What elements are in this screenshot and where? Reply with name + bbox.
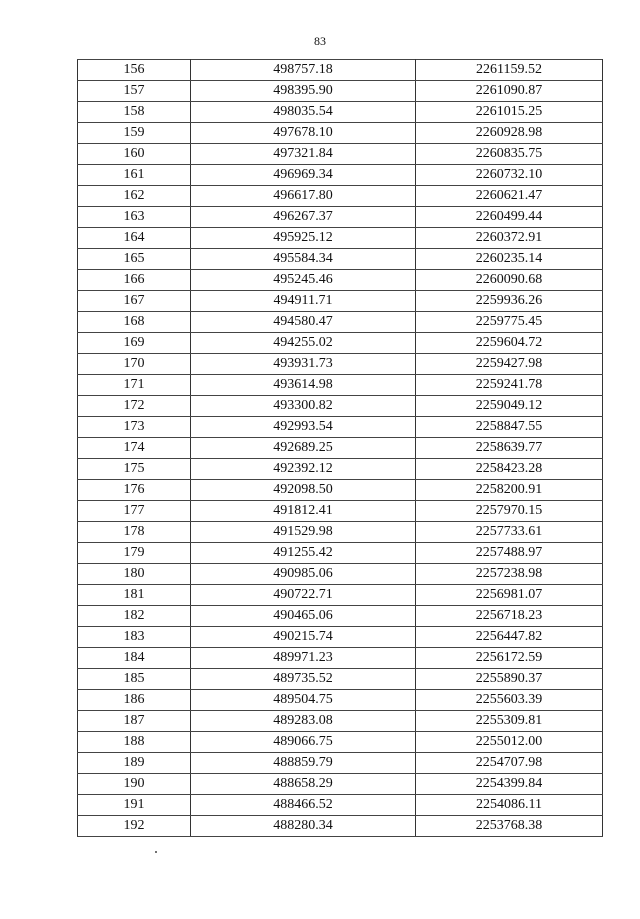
table-row xyxy=(78,711,603,732)
y-coordinate-cell: 2257970.15 xyxy=(416,501,603,522)
y-coordinate-cell: 2259049.12 xyxy=(416,396,603,417)
table-row xyxy=(78,816,603,837)
point-number-cell: 184 xyxy=(78,648,191,669)
y-coordinate-cell: 2256172.59 xyxy=(416,648,603,669)
x-coordinate-cell: 492392.12 xyxy=(191,459,416,480)
point-number-cell: 186 xyxy=(78,690,191,711)
x-coordinate-cell: 495245.46 xyxy=(191,270,416,291)
table-row xyxy=(78,333,603,354)
point-number-cell: 173 xyxy=(78,417,191,438)
y-coordinate-cell: 2258847.55 xyxy=(416,417,603,438)
x-coordinate-cell: 488466.52 xyxy=(191,795,416,816)
x-coordinate-cell: 497321.84 xyxy=(191,144,416,165)
x-coordinate-cell: 498395.90 xyxy=(191,81,416,102)
x-coordinate-cell: 495925.12 xyxy=(191,228,416,249)
table-row xyxy=(78,564,603,585)
table-row xyxy=(78,459,603,480)
point-number-cell: 188 xyxy=(78,732,191,753)
coordinate-table xyxy=(77,59,603,837)
point-number-cell: 157 xyxy=(78,81,191,102)
point-number-cell: 183 xyxy=(78,627,191,648)
table-row xyxy=(78,102,603,123)
table-row xyxy=(78,396,603,417)
y-coordinate-cell: 2259241.78 xyxy=(416,375,603,396)
x-coordinate-cell: 496267.37 xyxy=(191,207,416,228)
table-row xyxy=(78,543,603,564)
point-number-cell: 169 xyxy=(78,333,191,354)
point-number-cell: 175 xyxy=(78,459,191,480)
table-row xyxy=(78,228,603,249)
x-coordinate-cell: 491529.98 xyxy=(191,522,416,543)
y-coordinate-cell: 2260090.68 xyxy=(416,270,603,291)
x-coordinate-cell: 496617.80 xyxy=(191,186,416,207)
table-row xyxy=(78,522,603,543)
scan-speck xyxy=(155,851,157,853)
point-number-cell: 181 xyxy=(78,585,191,606)
table-row xyxy=(78,375,603,396)
x-coordinate-cell: 494255.02 xyxy=(191,333,416,354)
point-number-cell: 192 xyxy=(78,816,191,837)
point-number-cell: 191 xyxy=(78,795,191,816)
y-coordinate-cell: 2259775.45 xyxy=(416,312,603,333)
x-coordinate-cell: 489066.75 xyxy=(191,732,416,753)
point-number-cell: 177 xyxy=(78,501,191,522)
x-coordinate-cell: 491255.42 xyxy=(191,543,416,564)
x-coordinate-cell: 488658.29 xyxy=(191,774,416,795)
y-coordinate-cell: 2255012.00 xyxy=(416,732,603,753)
y-coordinate-cell: 2260732.10 xyxy=(416,165,603,186)
table-row xyxy=(78,186,603,207)
point-number-cell: 176 xyxy=(78,480,191,501)
page-number: 83 xyxy=(314,34,326,48)
table-row xyxy=(78,417,603,438)
table-row xyxy=(78,585,603,606)
point-number-cell: 168 xyxy=(78,312,191,333)
point-number-cell: 165 xyxy=(78,249,191,270)
x-coordinate-cell: 489504.75 xyxy=(191,690,416,711)
table-row xyxy=(78,144,603,165)
point-number-cell: 172 xyxy=(78,396,191,417)
table-row xyxy=(78,60,603,81)
point-number-cell: 170 xyxy=(78,354,191,375)
table-row xyxy=(78,249,603,270)
y-coordinate-cell: 2258200.91 xyxy=(416,480,603,501)
y-coordinate-cell: 2259427.98 xyxy=(416,354,603,375)
x-coordinate-cell: 490722.71 xyxy=(191,585,416,606)
y-coordinate-cell: 2260372.91 xyxy=(416,228,603,249)
x-coordinate-cell: 488280.34 xyxy=(191,816,416,837)
x-coordinate-cell: 497678.10 xyxy=(191,123,416,144)
point-number-cell: 180 xyxy=(78,564,191,585)
y-coordinate-cell: 2261159.52 xyxy=(416,60,603,81)
x-coordinate-cell: 490465.06 xyxy=(191,606,416,627)
y-coordinate-cell: 2256718.23 xyxy=(416,606,603,627)
y-coordinate-cell: 2257733.61 xyxy=(416,522,603,543)
x-coordinate-cell: 494911.71 xyxy=(191,291,416,312)
coordinate-table-body xyxy=(78,60,603,837)
x-coordinate-cell: 498035.54 xyxy=(191,102,416,123)
point-number-cell: 166 xyxy=(78,270,191,291)
x-coordinate-cell: 489971.23 xyxy=(191,648,416,669)
x-coordinate-cell: 489735.52 xyxy=(191,669,416,690)
table-row xyxy=(78,774,603,795)
table-row xyxy=(78,207,603,228)
table-row xyxy=(78,648,603,669)
table-row xyxy=(78,606,603,627)
x-coordinate-cell: 493931.73 xyxy=(191,354,416,375)
table-row xyxy=(78,291,603,312)
y-coordinate-cell: 2256981.07 xyxy=(416,585,603,606)
x-coordinate-cell: 493614.98 xyxy=(191,375,416,396)
table-row xyxy=(78,81,603,102)
y-coordinate-cell: 2260621.47 xyxy=(416,186,603,207)
y-coordinate-cell: 2260499.44 xyxy=(416,207,603,228)
y-coordinate-cell: 2260235.14 xyxy=(416,249,603,270)
table-row xyxy=(78,270,603,291)
table-row xyxy=(78,795,603,816)
x-coordinate-cell: 492098.50 xyxy=(191,480,416,501)
x-coordinate-cell: 491812.41 xyxy=(191,501,416,522)
y-coordinate-cell: 2254399.84 xyxy=(416,774,603,795)
point-number-cell: 167 xyxy=(78,291,191,312)
x-coordinate-cell: 498757.18 xyxy=(191,60,416,81)
point-number-cell: 187 xyxy=(78,711,191,732)
y-coordinate-cell: 2257238.98 xyxy=(416,564,603,585)
x-coordinate-cell: 494580.47 xyxy=(191,312,416,333)
table-row xyxy=(78,438,603,459)
point-number-cell: 182 xyxy=(78,606,191,627)
point-number-cell: 156 xyxy=(78,60,191,81)
table-row xyxy=(78,312,603,333)
point-number-cell: 160 xyxy=(78,144,191,165)
point-number-cell: 164 xyxy=(78,228,191,249)
x-coordinate-cell: 489283.08 xyxy=(191,711,416,732)
x-coordinate-cell: 492689.25 xyxy=(191,438,416,459)
y-coordinate-cell: 2253768.38 xyxy=(416,816,603,837)
point-number-cell: 178 xyxy=(78,522,191,543)
y-coordinate-cell: 2259604.72 xyxy=(416,333,603,354)
table-row xyxy=(78,354,603,375)
y-coordinate-cell: 2260928.98 xyxy=(416,123,603,144)
x-coordinate-cell: 488859.79 xyxy=(191,753,416,774)
point-number-cell: 174 xyxy=(78,438,191,459)
table-row xyxy=(78,501,603,522)
point-number-cell: 185 xyxy=(78,669,191,690)
y-coordinate-cell: 2254086.11 xyxy=(416,795,603,816)
y-coordinate-cell: 2254707.98 xyxy=(416,753,603,774)
table-row xyxy=(78,690,603,711)
y-coordinate-cell: 2255309.81 xyxy=(416,711,603,732)
y-coordinate-cell: 2261015.25 xyxy=(416,102,603,123)
table-row xyxy=(78,480,603,501)
x-coordinate-cell: 495584.34 xyxy=(191,249,416,270)
x-coordinate-cell: 490215.74 xyxy=(191,627,416,648)
x-coordinate-cell: 492993.54 xyxy=(191,417,416,438)
table-row xyxy=(78,123,603,144)
point-number-cell: 162 xyxy=(78,186,191,207)
point-number-cell: 163 xyxy=(78,207,191,228)
point-number-cell: 189 xyxy=(78,753,191,774)
y-coordinate-cell: 2257488.97 xyxy=(416,543,603,564)
point-number-cell: 159 xyxy=(78,123,191,144)
point-number-cell: 190 xyxy=(78,774,191,795)
y-coordinate-cell: 2261090.87 xyxy=(416,81,603,102)
table-row xyxy=(78,627,603,648)
point-number-cell: 161 xyxy=(78,165,191,186)
y-coordinate-cell: 2258639.77 xyxy=(416,438,603,459)
y-coordinate-cell: 2259936.26 xyxy=(416,291,603,312)
y-coordinate-cell: 2255603.39 xyxy=(416,690,603,711)
point-number-cell: 171 xyxy=(78,375,191,396)
x-coordinate-cell: 490985.06 xyxy=(191,564,416,585)
y-coordinate-cell: 2258423.28 xyxy=(416,459,603,480)
table-row xyxy=(78,753,603,774)
point-number-cell: 179 xyxy=(78,543,191,564)
point-number-cell: 158 xyxy=(78,102,191,123)
table-row xyxy=(78,165,603,186)
y-coordinate-cell: 2256447.82 xyxy=(416,627,603,648)
x-coordinate-cell: 496969.34 xyxy=(191,165,416,186)
x-coordinate-cell: 493300.82 xyxy=(191,396,416,417)
y-coordinate-cell: 2260835.75 xyxy=(416,144,603,165)
table-row xyxy=(78,669,603,690)
table-row xyxy=(78,732,603,753)
y-coordinate-cell: 2255890.37 xyxy=(416,669,603,690)
